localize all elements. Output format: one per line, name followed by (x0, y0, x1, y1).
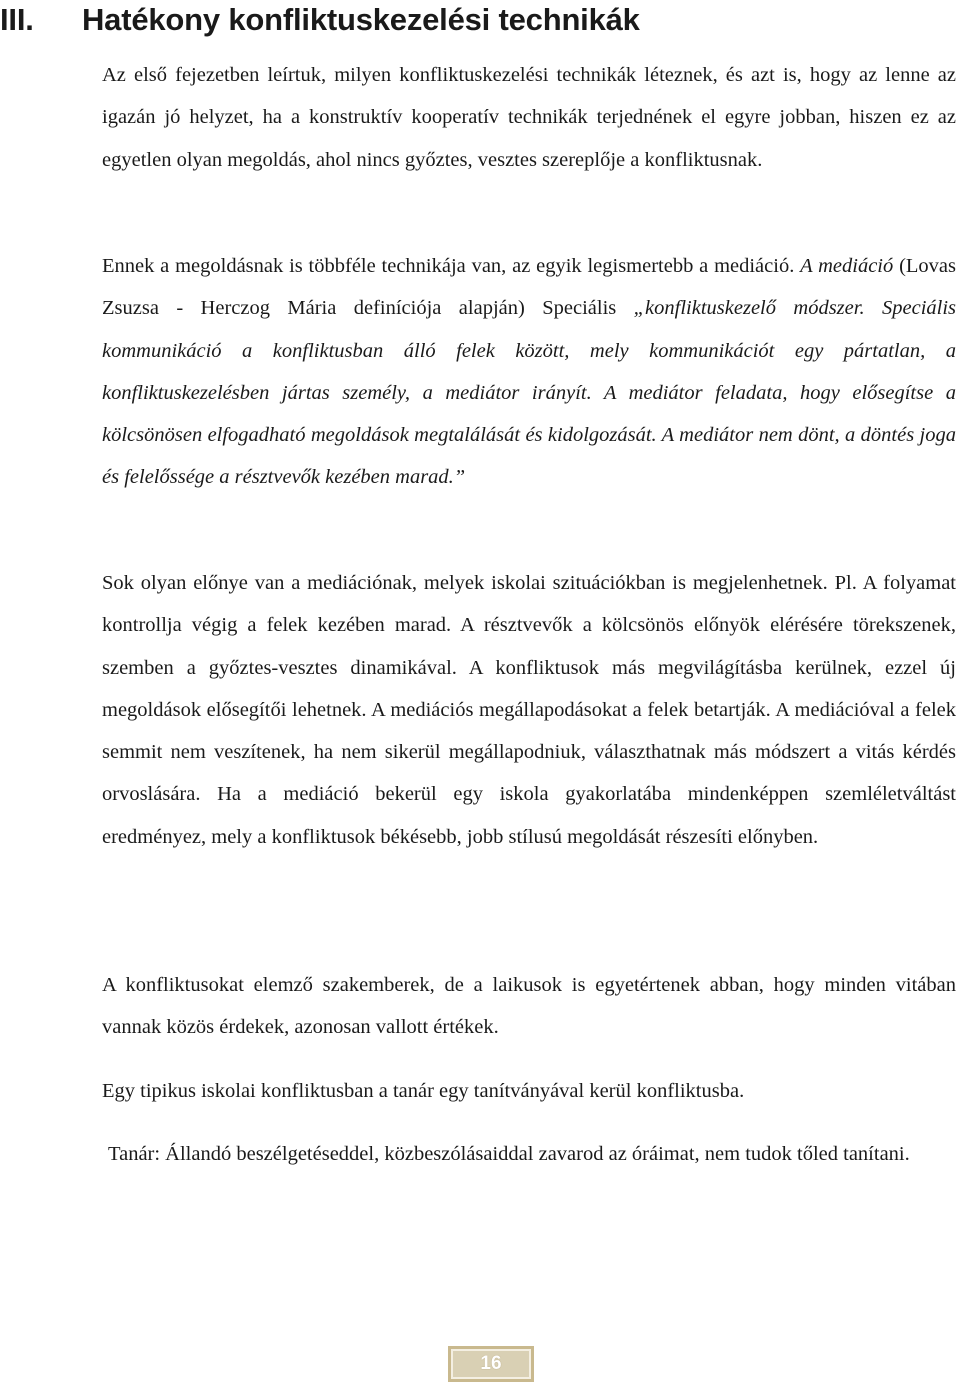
mediation-italic-term: A mediáció (800, 255, 894, 277)
mediation-quote-start: „konfliktuskezelő módszer. (633, 297, 865, 320)
chapter-title: Hatékony konfliktuskezelési technikák (82, 2, 640, 37)
paragraph-common-interests: A konfliktusokat elemző szakemberek, de a laikusok is egyetértenek abban, hogy minden vitában vannak közös érdekek, azonosan vallott értékek. (102, 974, 956, 1039)
page-number-badge: 16 (448, 1346, 534, 1382)
mediation-quote-body: Speciális kommunikáció a konfliktusban álló felek között, mely kommunikációt egy pártatlan, a konfliktuskezelésben jártas személy, a mediátor irányít. A mediátor feladata, hogy elősegítse a kölcsönösen elfogadható megoldások megtalálását és kidolgozását. A mediátor nem dönt, a döntés joga és felelőssége a résztvevők kezében marad.” (102, 297, 957, 489)
mediation-source-text: (Lovas Zsuzsa - Herczog Mária definíciója alapján) Speciális (102, 255, 956, 320)
paragraph-mediation-definition (102, 245, 956, 499)
paragraph-typical-conflict: Egy tipikus iskolai konfliktusban a tanár egy tanítványával kerül konfliktusba. (102, 1080, 745, 1102)
chapter-heading (0, 0, 640, 40)
paragraph-intro: Az első fejezetben leírtuk, milyen konfliktuskezelési technikák léteznek, és azt is, hogy az lenne az igazán jó helyzet, ha a konstruktív kooperatív technikák terjednének el egyre jobban, hiszen ez az egyetlen olyan megoldás, ahol nincs győztes, vesztes szereplője a konfliktusnak. (102, 64, 956, 171)
paragraph-advantages: Sok olyan előnye van a mediációnak, melyek iskolai szituációkban is megjelenhetnek. Pl. A folyamat kontrollja végig a felek kezében marad. A résztvevők a kölcsönös előnyök elérésére törekszenek, szemben a győztes-vesztes dinamikával. A konfliktusok más megvilágításba kerülnek, ezzel új megoldások elősegítői lehetnek. A mediációs megállapodásokat a felek betartják. A mediációval a felek semmit nem veszítenek, ha nem sikerül megállapodniuk, választhatnak más módszert a vitás kérdés orvoslására. Ha a mediáció bekerül egy iskola gyakorlatába mindenképpen szemléletváltást eredményez, mely a konfliktusok békésebb, jobb stílusú megoldását részesíti előnyben. (102, 572, 956, 848)
mediation-intro-text: Ennek a megoldásnak is többféle technikája van, az egyik legismertebb a mediáció. (102, 255, 795, 277)
paragraph-teacher-quote: Tanár: Állandó beszélgetéseddel, közbeszólásaiddal zavarod az óráimat, nem tudok tőled tanítani. (108, 1143, 910, 1165)
chapter-number: III. (0, 2, 34, 37)
